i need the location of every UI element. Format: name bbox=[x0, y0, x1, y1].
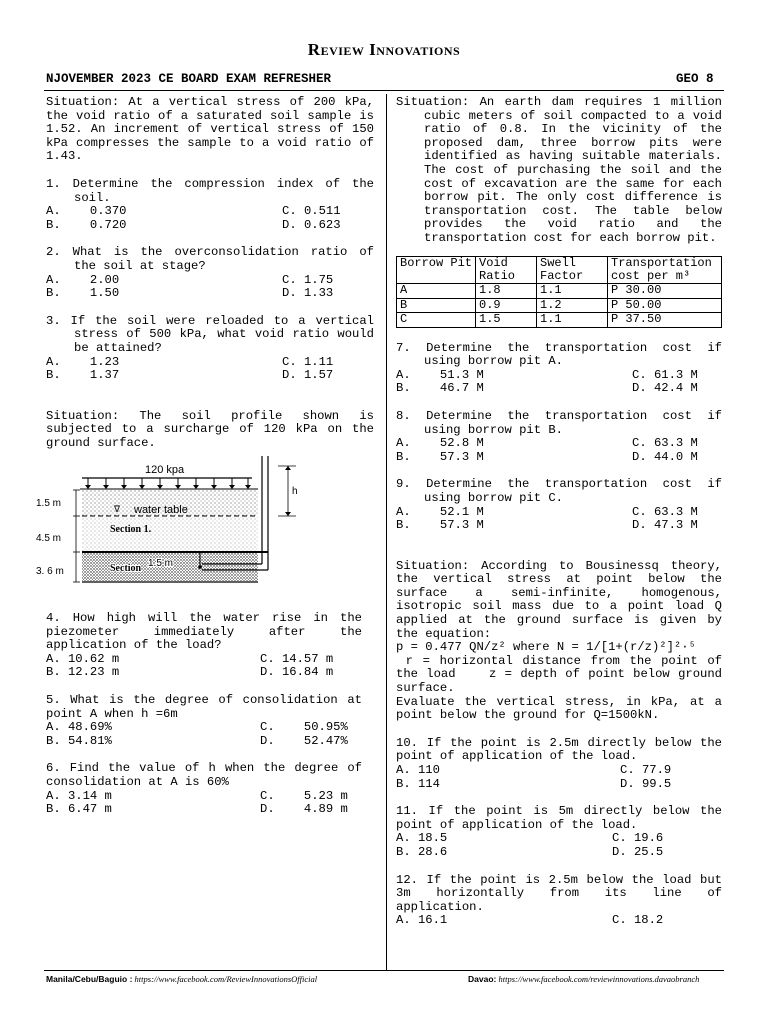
question-text: 10. If the point is 2.5m directly below the point of application of the load. bbox=[396, 735, 722, 764]
module-code: GEO 8 bbox=[676, 72, 714, 86]
situation-3: Situation: An earth dam requires 1 million cubic meters of soil compacted to a void ratio of 0.8. In the vicinity of the proposed dam, three borrow pits were identified as having suitable materials. The cost of purchasing the soil and the cost of excavation are the same for each borrow pit. The only cost difference is transportation cost. The table below provides the void ratio and the transportation cost for each borrow pit. bbox=[396, 95, 722, 245]
table-cell: 1.8 bbox=[476, 284, 537, 298]
left-column bbox=[46, 96, 374, 450]
choice-d: D. 52.47% bbox=[260, 733, 348, 748]
variable-definitions: r = horizontal distance from the point of the load z = depth of point below ground surface. bbox=[396, 653, 730, 696]
evaluate-instruction: Evaluate the vertical stress, in kPa, at a point below the ground for Q=1500kN. bbox=[396, 694, 722, 723]
table-cell: 1.5 bbox=[476, 313, 537, 327]
choice-d: D. 4.89 m bbox=[260, 802, 348, 817]
table-row bbox=[397, 284, 722, 298]
question-1 bbox=[46, 178, 374, 232]
footer-left bbox=[46, 974, 317, 984]
header-rule bbox=[44, 90, 724, 91]
choice-d: D. 25.5 bbox=[612, 844, 664, 859]
footer-left-link[interactable]: https://www.facebook.com/ReviewInnovationsOfficial bbox=[134, 974, 318, 984]
question-text: 3. If the soil were reloaded to a vertical stress of 500 kPa, what void ratio would be attained? bbox=[46, 313, 374, 355]
question-5 bbox=[46, 694, 362, 748]
soil-profile-figure bbox=[30, 454, 370, 594]
load-arrows bbox=[88, 478, 248, 488]
choice-d: D. 0.623 bbox=[282, 217, 341, 232]
table-cell: 1.1 bbox=[537, 313, 608, 327]
choice-c: C. 63.3 M bbox=[632, 436, 698, 451]
table-cell: P 30.00 bbox=[608, 284, 722, 298]
point-depth-label: 1.5 m bbox=[148, 558, 174, 569]
choice-b: B. 46.7 M bbox=[396, 381, 484, 396]
question-4 bbox=[46, 612, 362, 680]
choice-b: B. 57.3 M bbox=[396, 518, 484, 533]
table-cell: C bbox=[397, 313, 476, 327]
situation-1: Situation: At a vertical stress of 200 kPa, the void ratio of a saturated soil sample is 1.52. An increment of vertical stress of 150 kPa compresses the sample to a void ratio of 1.43. bbox=[46, 95, 374, 164]
brand-title: Review Innovations bbox=[307, 40, 461, 59]
choice-c: C. 1.75 bbox=[282, 272, 334, 287]
question-text: 7. Determine the transportation cost if using borrow pit A. bbox=[396, 340, 722, 369]
table-header: Transportation cost per m³ bbox=[608, 256, 722, 284]
choice-a: A. 0.370 bbox=[46, 204, 127, 219]
choice-d: D. 42.4 M bbox=[632, 381, 698, 396]
table-header: Swell Factor bbox=[537, 256, 608, 284]
choice-b: B. 28.6 bbox=[396, 844, 448, 859]
question-2 bbox=[46, 246, 374, 300]
question-6 bbox=[46, 762, 362, 816]
choice-d: D. 99.5 bbox=[620, 776, 672, 791]
question-text: 8. Determine the transportation cost if using borrow pit B. bbox=[396, 408, 722, 437]
choice-c: C. 61.3 M bbox=[632, 367, 698, 382]
question-text: 6. Find the value of h when the degree of consolidation at A is 60% bbox=[46, 761, 362, 789]
question-8 bbox=[396, 410, 722, 464]
choice-a: A. 51.3 M bbox=[396, 367, 484, 382]
table-row bbox=[397, 313, 722, 327]
choice-a: A. 1.23 bbox=[46, 354, 120, 369]
question-3 bbox=[46, 315, 374, 383]
choice-c: C. 19.6 bbox=[612, 831, 664, 846]
choice-d: D. 44.0 M bbox=[632, 449, 698, 464]
boussinesq-equation: p = 0.477 QN/z² where N = 1/[1+(r/z)²]²·⁵ bbox=[396, 640, 696, 655]
choice-b: B. 6.47 m bbox=[46, 802, 112, 817]
table-cell: P 37.50 bbox=[608, 313, 722, 327]
choice-a: A. 10.62 m bbox=[46, 651, 120, 666]
question-11 bbox=[396, 805, 722, 859]
choice-b: B. 12.23 m bbox=[46, 665, 120, 680]
situation-4: Situation: According to Bousinessq theory, the vertical stress at point below the surface a semi-infinite, homogenous, isotropic soil mass due to a point load Q applied at the ground surface is given by the equation: bbox=[396, 558, 722, 641]
footer-right bbox=[468, 974, 699, 984]
choice-d: D. 1.33 bbox=[282, 286, 334, 301]
column-divider bbox=[386, 94, 387, 971]
question-text: 4. How high will the water rise in the piezometer immediately after the application of the load? bbox=[46, 611, 362, 653]
table-cell: 1.1 bbox=[537, 284, 608, 298]
choice-a: A. 18.5 bbox=[396, 831, 448, 846]
choice-d: D. 1.57 bbox=[282, 368, 334, 383]
footer-right-label: Davao: bbox=[468, 974, 497, 984]
question-text: 11. If the point is 5m directly below the point of application of the load. bbox=[396, 804, 722, 832]
choice-c: C. 18.2 bbox=[612, 913, 664, 928]
question-text: 12. If the point is 2.5m below the load but 3m horizontally from its line of application. bbox=[396, 872, 722, 914]
table-header: Borrow Pit bbox=[397, 256, 476, 284]
choice-b: B. 1.50 bbox=[46, 286, 120, 301]
borrow-pit-table bbox=[396, 256, 722, 328]
section-2-label: Section bbox=[110, 563, 142, 574]
question-12 bbox=[396, 874, 722, 928]
choice-a: A. 3.14 m bbox=[46, 788, 112, 803]
choice-c: C. 5.23 m bbox=[260, 788, 348, 803]
table-cell: B bbox=[397, 298, 476, 312]
choice-c: C. 14.57 m bbox=[260, 651, 334, 666]
table-row bbox=[397, 298, 722, 312]
left-column-lower bbox=[46, 612, 362, 817]
table-cell: P 50.00 bbox=[608, 298, 722, 312]
footer-rule bbox=[44, 970, 724, 971]
course-title: NJOVEMBER 2023 CE BOARD EXAM REFRESHER bbox=[46, 72, 332, 86]
situation-2: Situation: The soil profile shown is subjected to a surcharge of 120 kPa on the ground surface. bbox=[46, 408, 374, 450]
depth-label-1: 1.5 m bbox=[36, 498, 62, 509]
choice-b: B. 0.720 bbox=[46, 217, 127, 232]
table-cell: 0.9 bbox=[476, 298, 537, 312]
choice-d: D. 47.3 M bbox=[632, 518, 698, 533]
footer-right-link[interactable]: https://www.facebook.com/reviewinnovations.davaobranch bbox=[498, 974, 700, 984]
water-table-label: water table bbox=[134, 504, 188, 516]
choice-a: A. 52.1 M bbox=[396, 504, 484, 519]
question-text: 2. What is the overconsolidation ratio of the soil at stage? bbox=[46, 245, 374, 273]
choice-a: A. 2.00 bbox=[46, 272, 120, 287]
choice-c: C. 50.95% bbox=[260, 720, 348, 735]
choice-c: C. 0.511 bbox=[282, 204, 341, 219]
question-text: 5. What is the degree of consolidation at point A when h =6m bbox=[46, 692, 362, 721]
table-header: Void Ratio bbox=[476, 256, 537, 284]
choice-c: C. 1.11 bbox=[282, 354, 334, 369]
table-cell: A bbox=[397, 284, 476, 298]
choice-b: B. 54.81% bbox=[46, 733, 112, 748]
choice-d: D. 16.84 m bbox=[260, 665, 334, 680]
question-text: 1. Determine the compression index of the soil. bbox=[46, 176, 374, 205]
h-label: h bbox=[292, 486, 298, 497]
question-9 bbox=[396, 478, 722, 532]
question-10 bbox=[396, 737, 722, 791]
table-cell: 1.2 bbox=[537, 298, 608, 312]
choice-a: A. 110 bbox=[396, 763, 440, 777]
footer-left-label: Manila/Cebu/Baguio : bbox=[46, 974, 133, 984]
svg-text:∇: ∇ bbox=[114, 504, 121, 514]
question-text: 9. Determine the transportation cost if using borrow pit C. bbox=[396, 477, 722, 505]
choice-c: C. 63.3 M bbox=[632, 504, 698, 519]
choice-b: B. 1.37 bbox=[46, 368, 120, 383]
table-header-row bbox=[397, 256, 722, 284]
question-7 bbox=[396, 342, 722, 396]
depth-label-3: 3. 6 m bbox=[36, 566, 64, 577]
choice-c: C. 77.9 bbox=[620, 763, 672, 777]
choice-b: B. 57.3 M bbox=[396, 449, 484, 464]
surcharge-label: 120 kpa bbox=[145, 464, 185, 476]
section-1-label: Section 1. bbox=[110, 524, 152, 535]
choice-b: B. 114 bbox=[396, 776, 440, 791]
choice-a: A. 48.69% bbox=[46, 720, 112, 735]
depth-label-2: 4.5 m bbox=[36, 533, 62, 544]
right-column bbox=[396, 95, 730, 928]
choice-a: A. 16.1 bbox=[396, 913, 448, 928]
choice-a: A. 52.8 M bbox=[396, 436, 484, 451]
